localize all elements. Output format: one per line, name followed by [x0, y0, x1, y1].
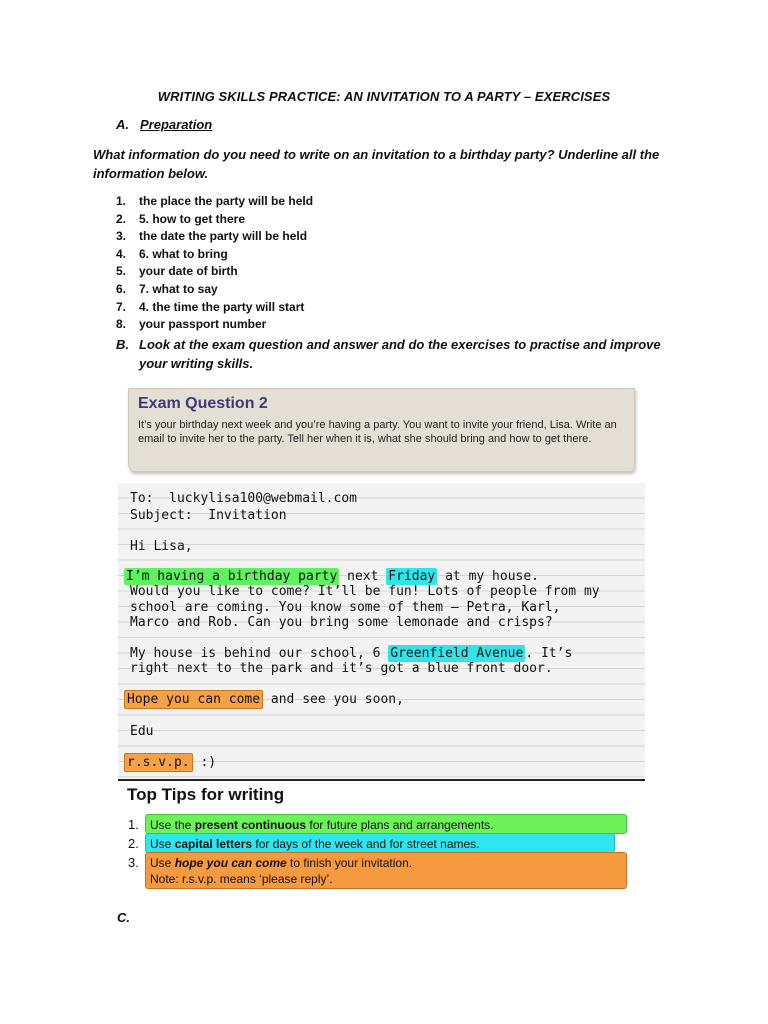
section-a-heading [116, 117, 212, 132]
highlight-rsvp: r.s.v.p. [124, 753, 193, 772]
section-b-letter: B. [116, 337, 129, 352]
email-signature: Edu [130, 724, 154, 739]
email-p1-line3: school are coming. You know some of them — Petra, Karl, [130, 600, 561, 615]
preparation-question: What information do you need to write on an invitation to a birthday party? Underline all the information below. [93, 147, 660, 181]
list-item: 4. 6. what to bring [116, 246, 228, 261]
email-p2-line1: My house is behind our school, 6 Greenfield Avenue . It’s [130, 646, 573, 661]
email-subject: Invitation [208, 508, 287, 523]
highlight-friday: Friday [388, 569, 436, 584]
email-p1-line4: Marco and Rob. Can you bring some lemonade and crisps? [130, 615, 553, 630]
list-item: 8. your passport number [116, 317, 267, 332]
list-item: 1. the place the party will be held [116, 194, 314, 208]
exam-question-text: It’s your birthday next week and you’re having a party. You want to invite your friend, Lisa. Write an email to invite her to the party. Tell her when it is, what she should bring and how to get there. [138, 419, 617, 445]
email-paper [118, 483, 645, 778]
email-address: luckylisa100@webmail.com [169, 491, 357, 506]
tip-3-note: Note: r.s.v.p. means ‘please reply’. [150, 872, 333, 886]
tip-2: Use capital letters for days of the week and for street names. [145, 833, 615, 853]
list-item: 3. the date the party will be held [116, 229, 308, 244]
list-item: 5. your date of birth [116, 264, 238, 279]
information-list [116, 193, 313, 334]
section-b-instructions [116, 335, 696, 373]
page-title: WRITING SKILLS PRACTICE: AN INVITATION TO A PARTY – EXERCISES [157, 89, 611, 104]
list-item: 2. 5. how to get there [116, 211, 246, 226]
section-b-line1: Look at the exam question and answer and do the exercises to practise and improve [139, 337, 661, 352]
section-b-line2: your writing skills. [139, 356, 254, 371]
top-tips-title: Top Tips for writing [127, 785, 285, 804]
highlight-hope-you-can-come: Hope you can come [124, 690, 263, 709]
section-a-title: Preparation [140, 117, 213, 132]
tip-number: 3. [128, 855, 139, 870]
highlight-greenfield-avenue: Greenfield Avenue [390, 646, 524, 661]
email-subject-line: Subject: Invitation [130, 508, 287, 523]
tip-number: 1. [128, 817, 139, 832]
exam-question-title: Exam Question 2 [138, 395, 268, 412]
email-p1-line2: Would you like to come? It’ll be fun! Lots of people from my [130, 584, 600, 599]
section-c-heading: C. [117, 910, 130, 925]
tip-number: 2. [128, 836, 139, 851]
email-rsvp-line: r.s.v.p. :) [124, 755, 216, 770]
list-item: 6. 7. what to say [116, 281, 218, 296]
divider [118, 779, 645, 781]
email-p1-line1: I’m having a birthday party next Friday at my house. [126, 569, 540, 584]
tip-3: Use hope you can come to finish your invitation. Note: r.s.v.p. means ‘please reply’. [145, 852, 627, 889]
email-greeting: Hi Lisa, [130, 539, 193, 554]
email-p2-line2: right next to the park and it’s got a blue front door. [130, 661, 553, 676]
email-to-line: To: luckylisa100@webmail.com [130, 491, 357, 506]
highlight-birthday-party: I’m having a birthday party [126, 569, 338, 584]
exam-question-box [128, 388, 635, 472]
list-item: 7. 4. the time the party will start [116, 299, 305, 314]
section-a-letter: A. [116, 117, 129, 132]
email-p3-line: Hope you can come and see you soon, [124, 692, 404, 707]
tip-1: Use the present continuous for future plans and arrangements. [145, 814, 627, 834]
